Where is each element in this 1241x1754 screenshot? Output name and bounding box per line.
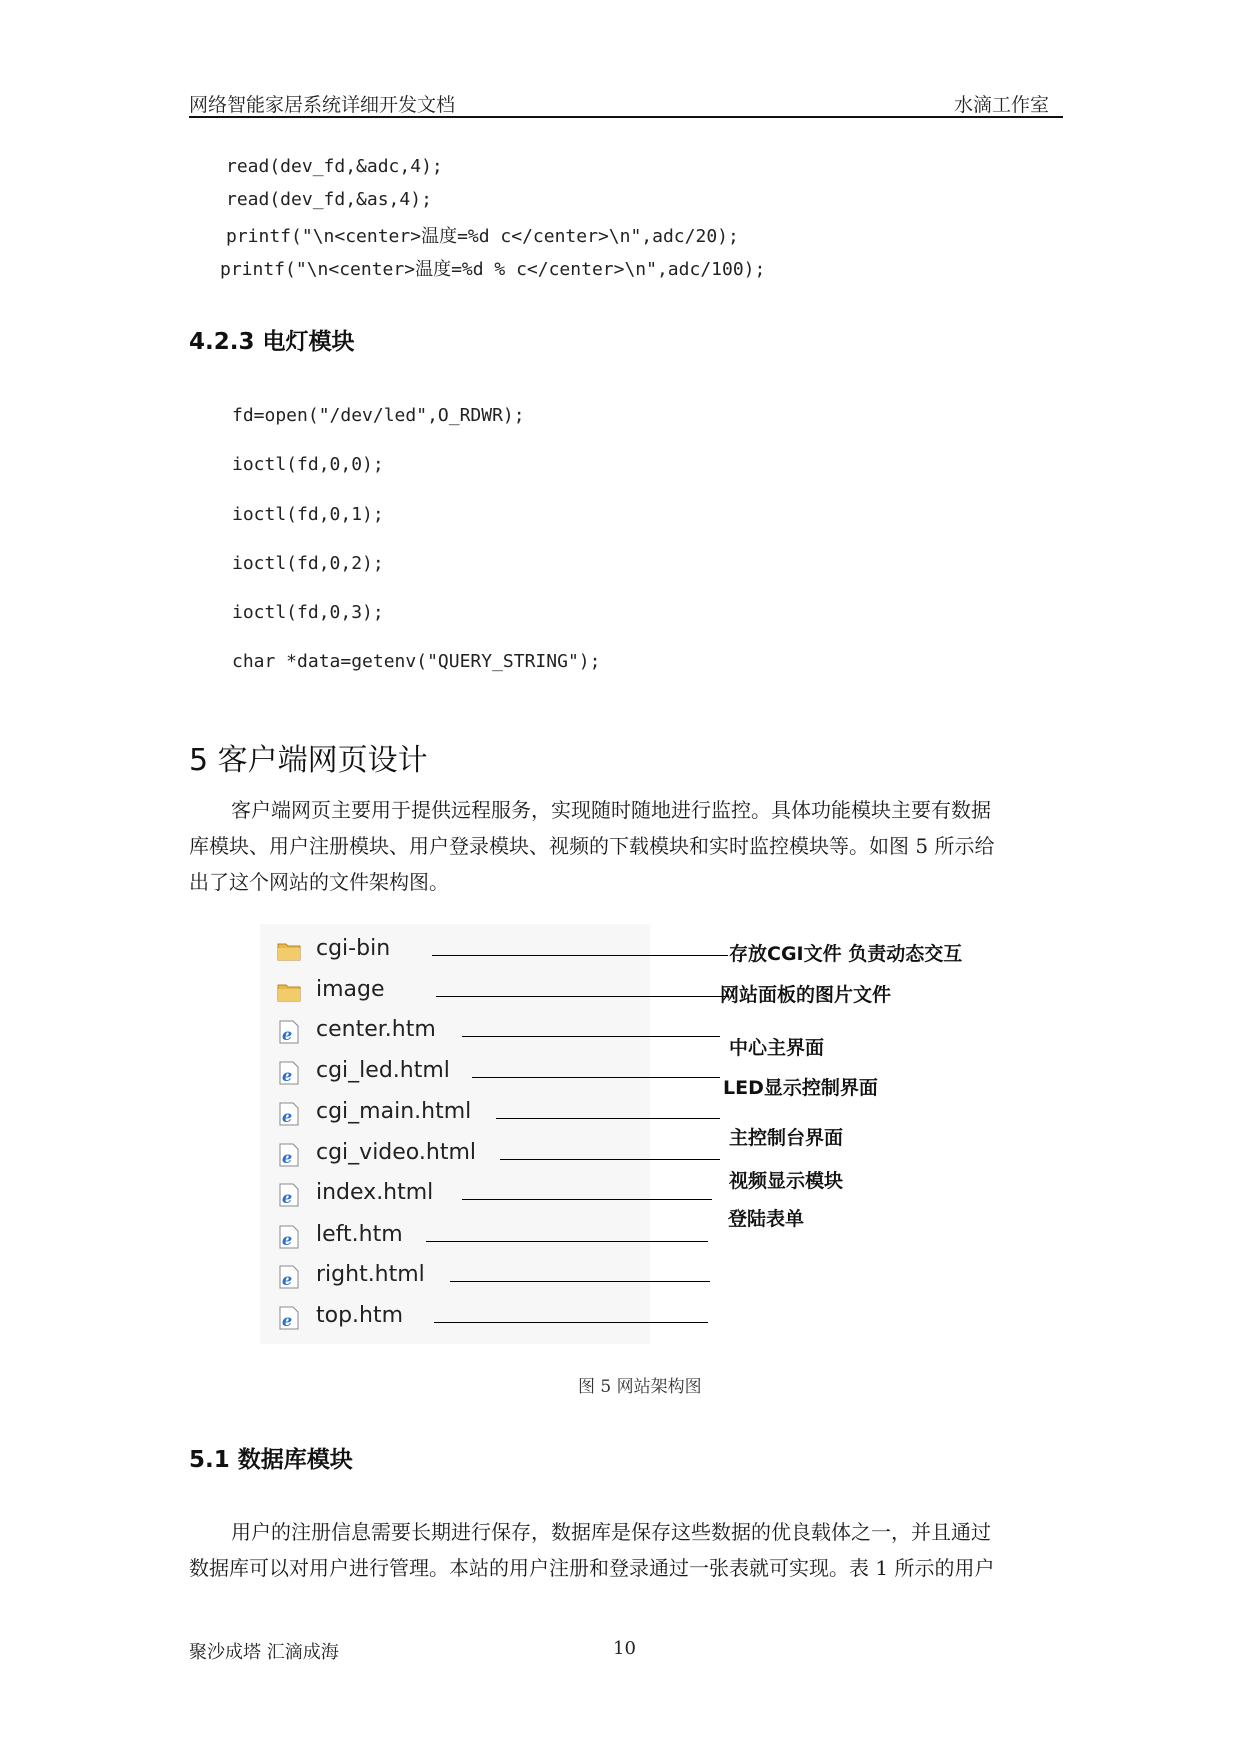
svg-text:e: e [282,1311,293,1330]
file-name: left.htm [316,1222,403,1247]
svg-text:e: e [282,1025,293,1044]
section-heading-5-1: 5.1 数据库模块 [189,1447,353,1473]
ie-file-icon [276,1101,302,1127]
code-line: fd=open("/dev/led",O_RDWR); [232,405,525,426]
leader-line [450,1281,710,1282]
section-heading-5: 5 客户端网页设计 [189,743,428,778]
svg-text:e: e [282,1188,293,1207]
file-description: 网站面板的图片文件 [720,984,892,1006]
leader-line [500,1159,720,1160]
leader-line [472,1077,720,1078]
code-line: char *data=getenv("QUERY_STRING"); [232,651,601,672]
section-heading-4-2-3: 4.2.3 电灯模块 [189,329,355,355]
page-number: 10 [613,1638,636,1659]
svg-text:e: e [282,1066,293,1085]
leader-line [426,1241,708,1242]
code-line: ioctl(fd,0,3); [232,602,384,623]
ie-file-icon [276,1060,302,1086]
leader-line [432,955,728,956]
file-name: right.html [316,1262,425,1287]
file-name: index.html [316,1180,434,1205]
file-row-left [276,1218,976,1258]
figure-caption: 图 5 网站架构图 [578,1377,702,1397]
website-structure-figure [260,924,980,1344]
code-line: read(dev_fd,&as,4); [226,189,432,210]
ie-file-icon [276,1182,302,1208]
section-5-1-paragraph [189,1514,1061,1586]
leader-line [462,1199,712,1200]
header-studio-name: 水滴工作室 [954,94,1050,116]
file-row-top [276,1299,976,1339]
file-description: LED显示控制界面 [723,1077,878,1099]
file-row-center [276,1013,976,1053]
file-name: cgi_video.html [316,1140,476,1165]
header-divider [189,116,1063,118]
section-5-paragraph [189,792,1061,900]
file-name: image [316,977,385,1002]
svg-text:e: e [282,1107,293,1126]
svg-text:e: e [282,1148,293,1167]
file-name: cgi_led.html [316,1058,450,1083]
file-description: 主控制台界面 [729,1127,844,1149]
code-line: printf("\n<center>温度=%d % c</center>\n",adc/100); [220,259,766,280]
file-description: 中心主界面 [729,1037,825,1059]
file-name: top.htm [316,1303,404,1328]
folder-icon [276,938,302,964]
paragraph-line: 用户的注册信息需要长期进行保存，数据库是保存这些数据的优良载体之一，并且通过 [231,1520,991,1544]
code-line: ioctl(fd,0,1); [232,504,384,525]
file-description: 视频显示模块 [729,1170,844,1192]
folder-icon [276,979,302,1005]
leader-line [496,1118,720,1119]
code-line: ioctl(fd,0,2); [232,553,384,574]
leader-line [434,1322,708,1323]
file-row-right [276,1258,976,1298]
header-doc-title: 网络智能家居系统详细开发文档 [189,94,456,116]
file-row-cgi-main [276,1095,976,1135]
leader-line [462,1036,720,1037]
svg-text:e: e [282,1230,293,1249]
code-line: ioctl(fd,0,0); [232,454,384,475]
file-row-cgi-video [276,1136,976,1176]
ie-file-icon [276,1305,302,1331]
leader-line [436,996,728,997]
ie-file-icon [276,1019,302,1045]
file-name: cgi_main.html [316,1099,472,1124]
ie-file-icon [276,1264,302,1290]
file-name: cgi-bin [316,936,391,961]
paragraph-line: 出了这个网站的文件架构图。 [189,870,449,894]
footer-motto: 聚沙成塔 汇滴成海 [189,1642,339,1663]
paragraph-line: 数据库可以对用户进行管理。本站的用户注册和登录通过一张表就可实现。表 1 所示的用户 [189,1556,995,1580]
ie-file-icon [276,1142,302,1168]
paragraph-line: 库模块、用户注册模块、用户登录模块、视频的下载模块和实时监控模块等。如图 5 所示给 [189,834,995,858]
file-name: center.htm [316,1017,436,1042]
file-description: 登陆表单 [728,1208,805,1230]
file-row-index [276,1176,976,1216]
svg-text:e: e [282,1270,293,1289]
code-line: read(dev_fd,&adc,4); [226,156,443,177]
code-line: printf("\n<center>温度=%d c</center>\n",adc/20); [226,226,739,247]
paragraph-line: 客户端网页主要用于提供远程服务，实现随时随地进行监控。具体功能模块主要有数据 [231,798,991,822]
ie-file-icon [276,1224,302,1250]
file-description: 存放CGI文件 负责动态交互 [729,943,963,965]
